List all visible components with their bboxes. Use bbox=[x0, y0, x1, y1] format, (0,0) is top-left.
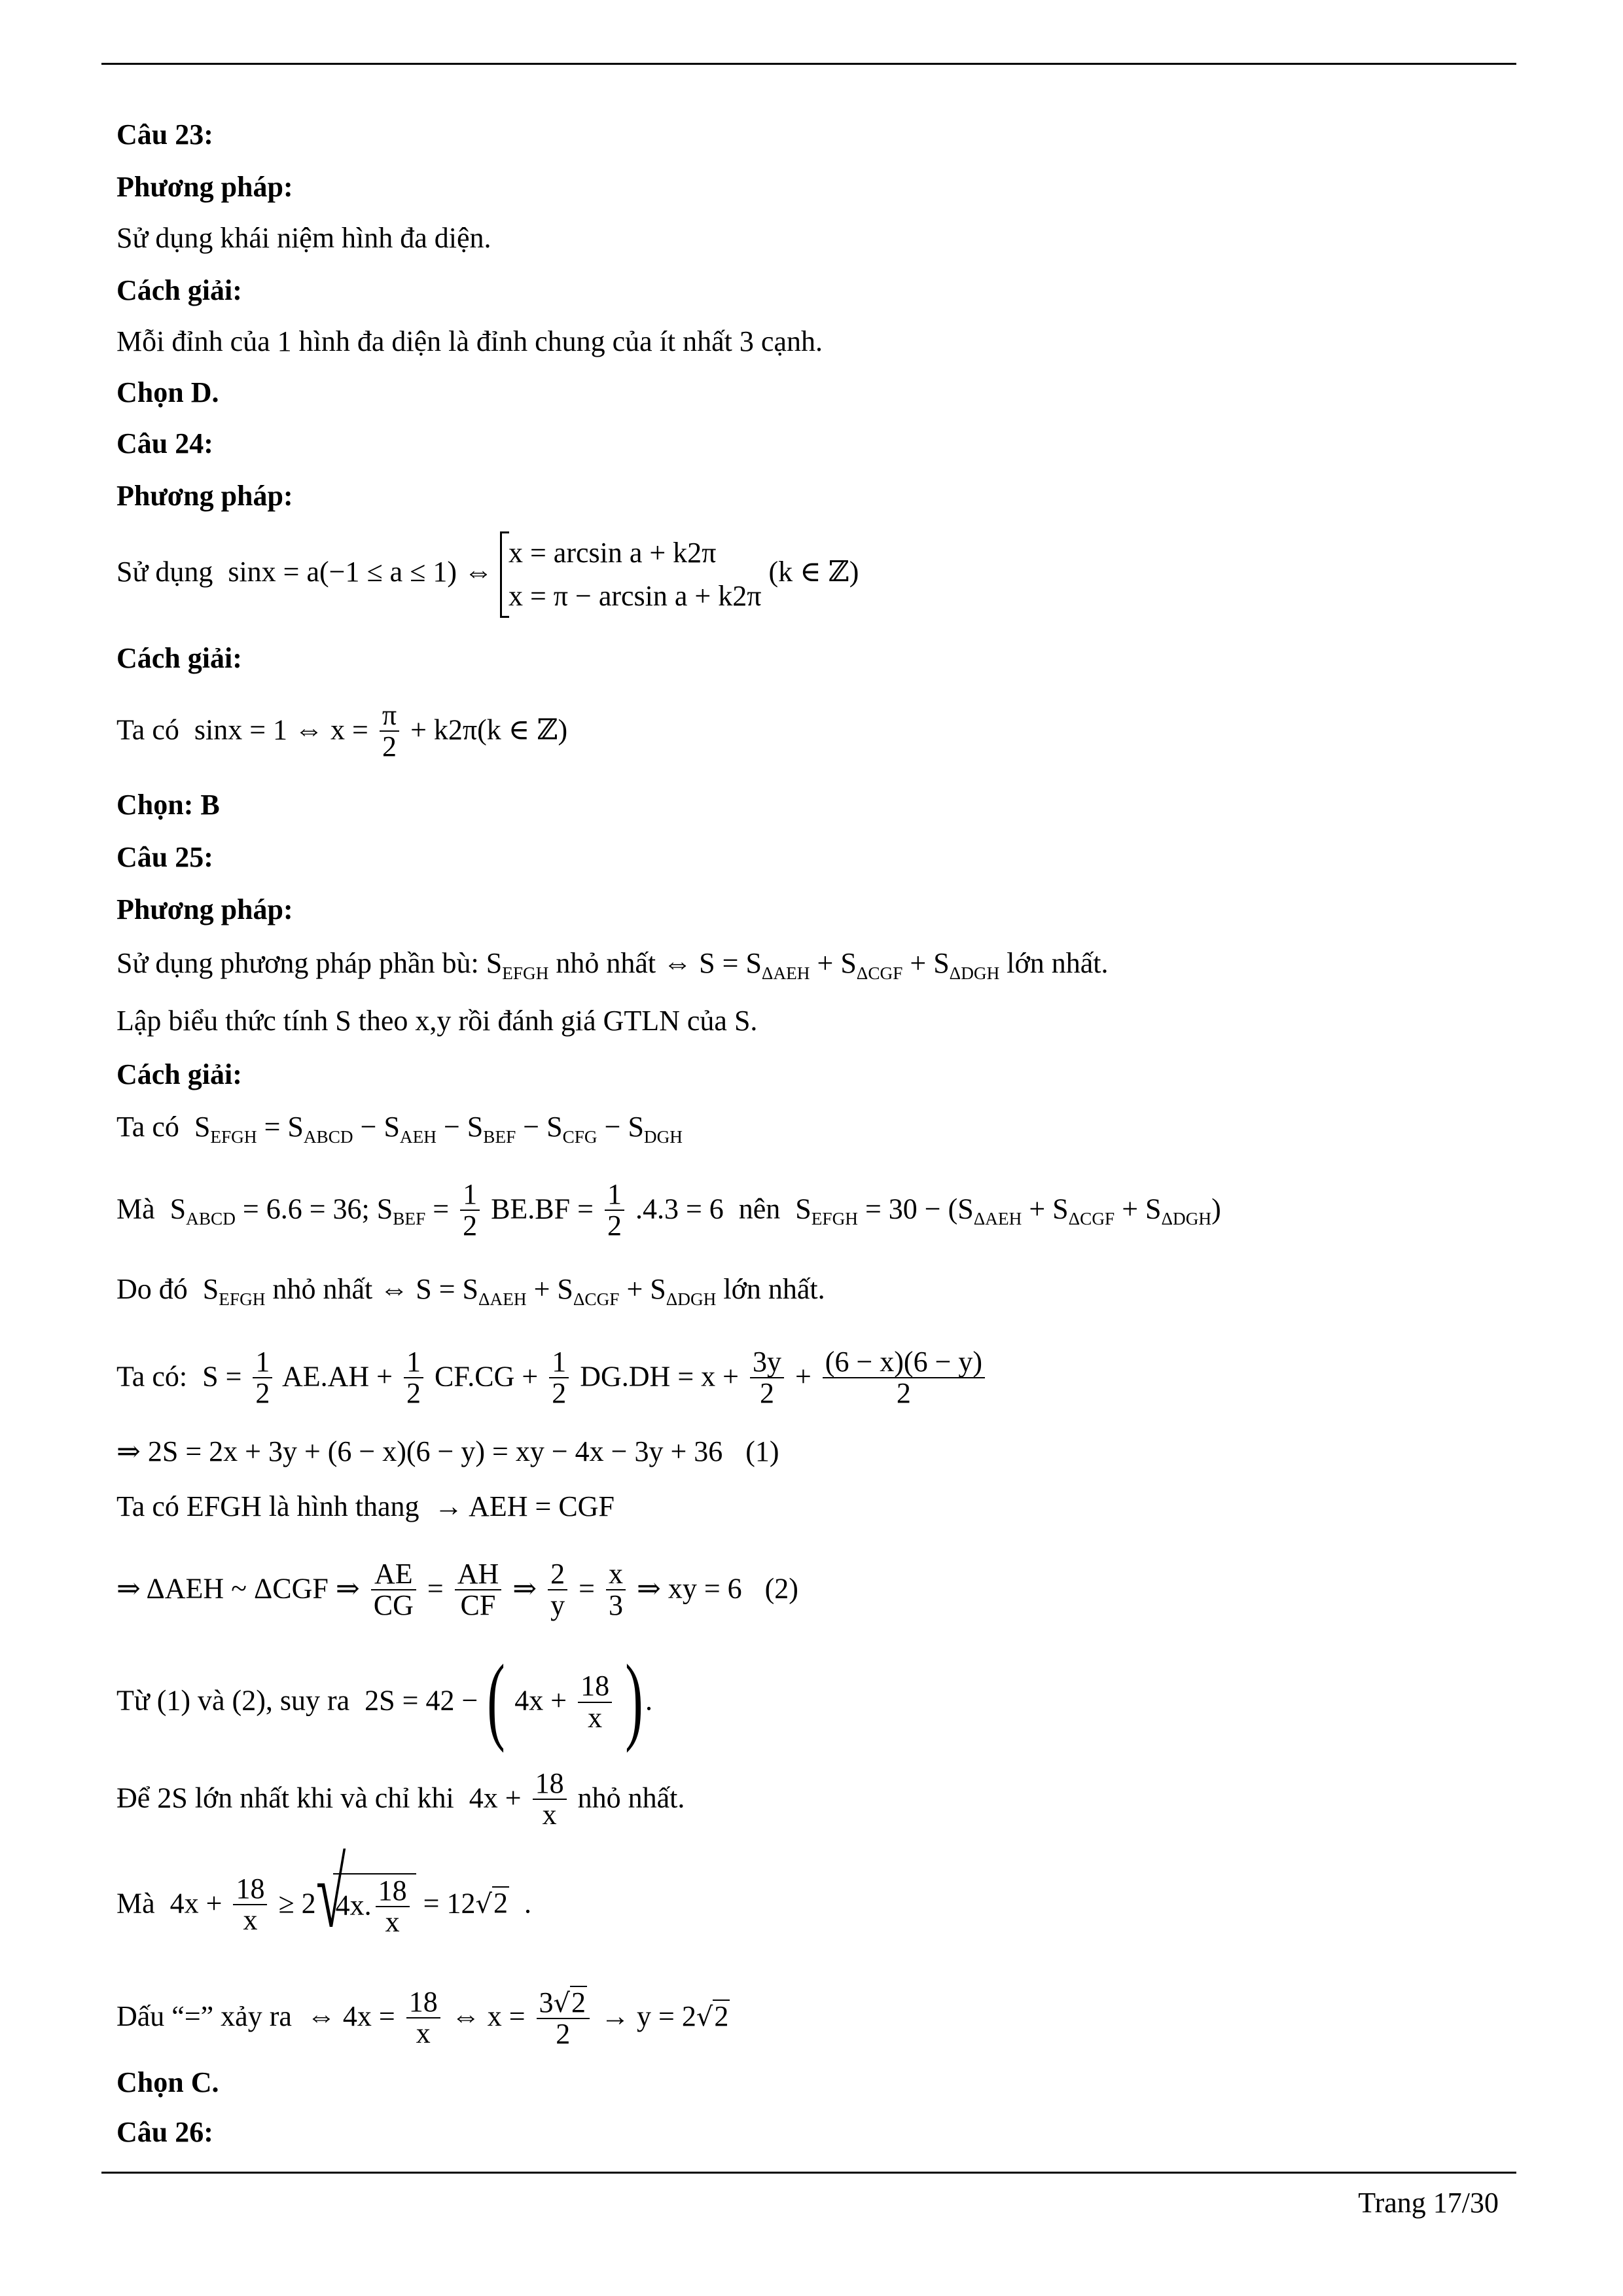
q25-method-label: Phương pháp: bbox=[116, 893, 293, 925]
q24-solution-prefix: Ta có bbox=[116, 713, 179, 746]
q23-solution-text: Mỗi đỉnh của 1 hình đa diện là đỉnh chung của ít nhất 3 cạnh. bbox=[116, 325, 823, 357]
q24-method-lhs: sinx = a(−1 ≤ a ≤ 1) ⇔ bbox=[228, 556, 493, 588]
q24-method-label: Phương pháp: bbox=[116, 480, 293, 512]
q25-s-expression: Ta có: S = $\frac{1}{2}$ AE.AH + $\frac{1}{2}$ CF.CG + $\frac{1}{2}$ DG.DH = x + $\frac{3y}{2}$ + $\frac{(6 - x)(6 - y)}{2}$ bbox=[116, 1348, 989, 1410]
q26-title: Câu 26: bbox=[116, 2116, 213, 2148]
q23-title: Câu 23: bbox=[116, 118, 213, 151]
q25-method-line2: Lập biểu thức tính S theo x,y rồi đánh giá GTLN của S. bbox=[116, 1005, 758, 1037]
q24-pi-over-2: $\frac{\pi}{2}$ bbox=[380, 700, 399, 762]
q25-combine-equations: Từ (1) và (2), suy ra 2S = 42 − ( 4x + $\frac{18}{x}$ ). bbox=[116, 1645, 653, 1753]
left-paren: ( bbox=[487, 1645, 505, 1753]
right-paren: ) bbox=[625, 1645, 643, 1753]
q25-title: Câu 25: bbox=[116, 841, 213, 873]
q25-trapezoid-statement: Ta có EFGH là hình thang → AEH = CGF bbox=[116, 1490, 615, 1522]
q24-system-line1: x = arcsin a + k2π bbox=[508, 537, 717, 569]
q24-system-condition: (k ∈ ℤ) bbox=[768, 556, 859, 588]
q24-method-formula bbox=[116, 531, 859, 618]
q24-solution-formula bbox=[116, 699, 568, 763]
q25-am-gm-inequality: Mà 4x + $\frac{18}{x}$ ≥ 2 √ 4x. $\frac{18}{x}$ = 12√2 . bbox=[116, 1839, 531, 1948]
q24-title: Câu 24: bbox=[116, 427, 213, 459]
q24-solution-label: Cách giải: bbox=[116, 642, 242, 674]
q24-solution-system bbox=[500, 531, 761, 618]
q25-similar-triangles: ⇒ ΔAEH ~ ΔCGF ⇒ $\frac{AE}{CG}$ = $\frac{AH}{CF}$ ⇒ $\frac{2}{y}$ = $\frac{x}{3}$ ⇒ xy = 6 (2) bbox=[116, 1558, 798, 1622]
q24-solution-lhs: sinx = 1 ⇔ x = bbox=[194, 713, 368, 746]
q25-area-formula: Ta có $S_{EFGH} = S_{ABCD} - S_{AEH} - S_{BEF} - S_{CFG} - S_{DGH}$ bbox=[116, 1111, 683, 1147]
q23-answer: Chọn D. bbox=[116, 376, 219, 408]
footer-rule bbox=[101, 2172, 1516, 2174]
q25-solution-label: Cách giải: bbox=[116, 1058, 242, 1090]
q25-maximize-condition: Để 2S lớn nhất khi và chỉ khi 4x + $\frac{18}{x}$ nhỏ nhất. bbox=[116, 1767, 685, 1831]
q25-area-values: Mà $S_{ABCD} = 6.6 = 36$; $S_{BEF}$ = $\frac{1}{2}$ BE.BF = $\frac{1}{2}$ .4.3 = 6 nên $S_{EFGH} = 30 - (S_{\Delta AEH} + S_{\Delta CGF} + S_{\Delta DGH})$ bbox=[116, 1178, 1221, 1242]
q23-method-label: Phương pháp: bbox=[116, 171, 293, 203]
q24-solution-rhs: + k2π(k ∈ ℤ) bbox=[410, 713, 568, 746]
sqrt-symbol: √ 4x. $\frac{18}{x}$ bbox=[316, 1873, 416, 1939]
q23-solution-label: Cách giải: bbox=[116, 274, 242, 306]
page-number: Trang 17/30 bbox=[1358, 2187, 1499, 2219]
q25-minimize-statement: Do đó $S_{EFGH}$ nhỏ nhất ⇔ $S = S_{\Delta AEH} + S_{\Delta CGF} + S_{\Delta DGH}$ lớn nhất. bbox=[116, 1273, 825, 1309]
q25-method-line1: Sử dụng phương pháp phần bù: $S_{EFGH}$ nhỏ nhất ⇔ $S = S_{\Delta AEH} + S_{\Delta CGF} + S_{\Delta DGH}$ lớn nhất. bbox=[116, 947, 1109, 983]
q25-answer: Chọn C. bbox=[116, 2066, 219, 2098]
q25-equation-1: ⇒ 2S = 2x + 3y + (6 − x)(6 − y) = xy − 4x − 3y + 36 (1) bbox=[116, 1435, 779, 1467]
q25-equality-case: Dấu “=” xảy ra ⇔ 4x = $\frac{18}{x}$ ⇔ x = $\frac{3√2}{2}$ → y = 2√2 bbox=[116, 1985, 729, 2051]
q24-system-line2: x = π − arcsin a + k2π bbox=[508, 580, 762, 612]
q24-method-prefix: Sử dụng bbox=[116, 556, 213, 588]
q23-method-text: Sử dụng khái niệm hình đa diện. bbox=[116, 222, 491, 254]
q24-answer: Chọn: B bbox=[116, 789, 220, 821]
header-rule bbox=[101, 63, 1516, 65]
